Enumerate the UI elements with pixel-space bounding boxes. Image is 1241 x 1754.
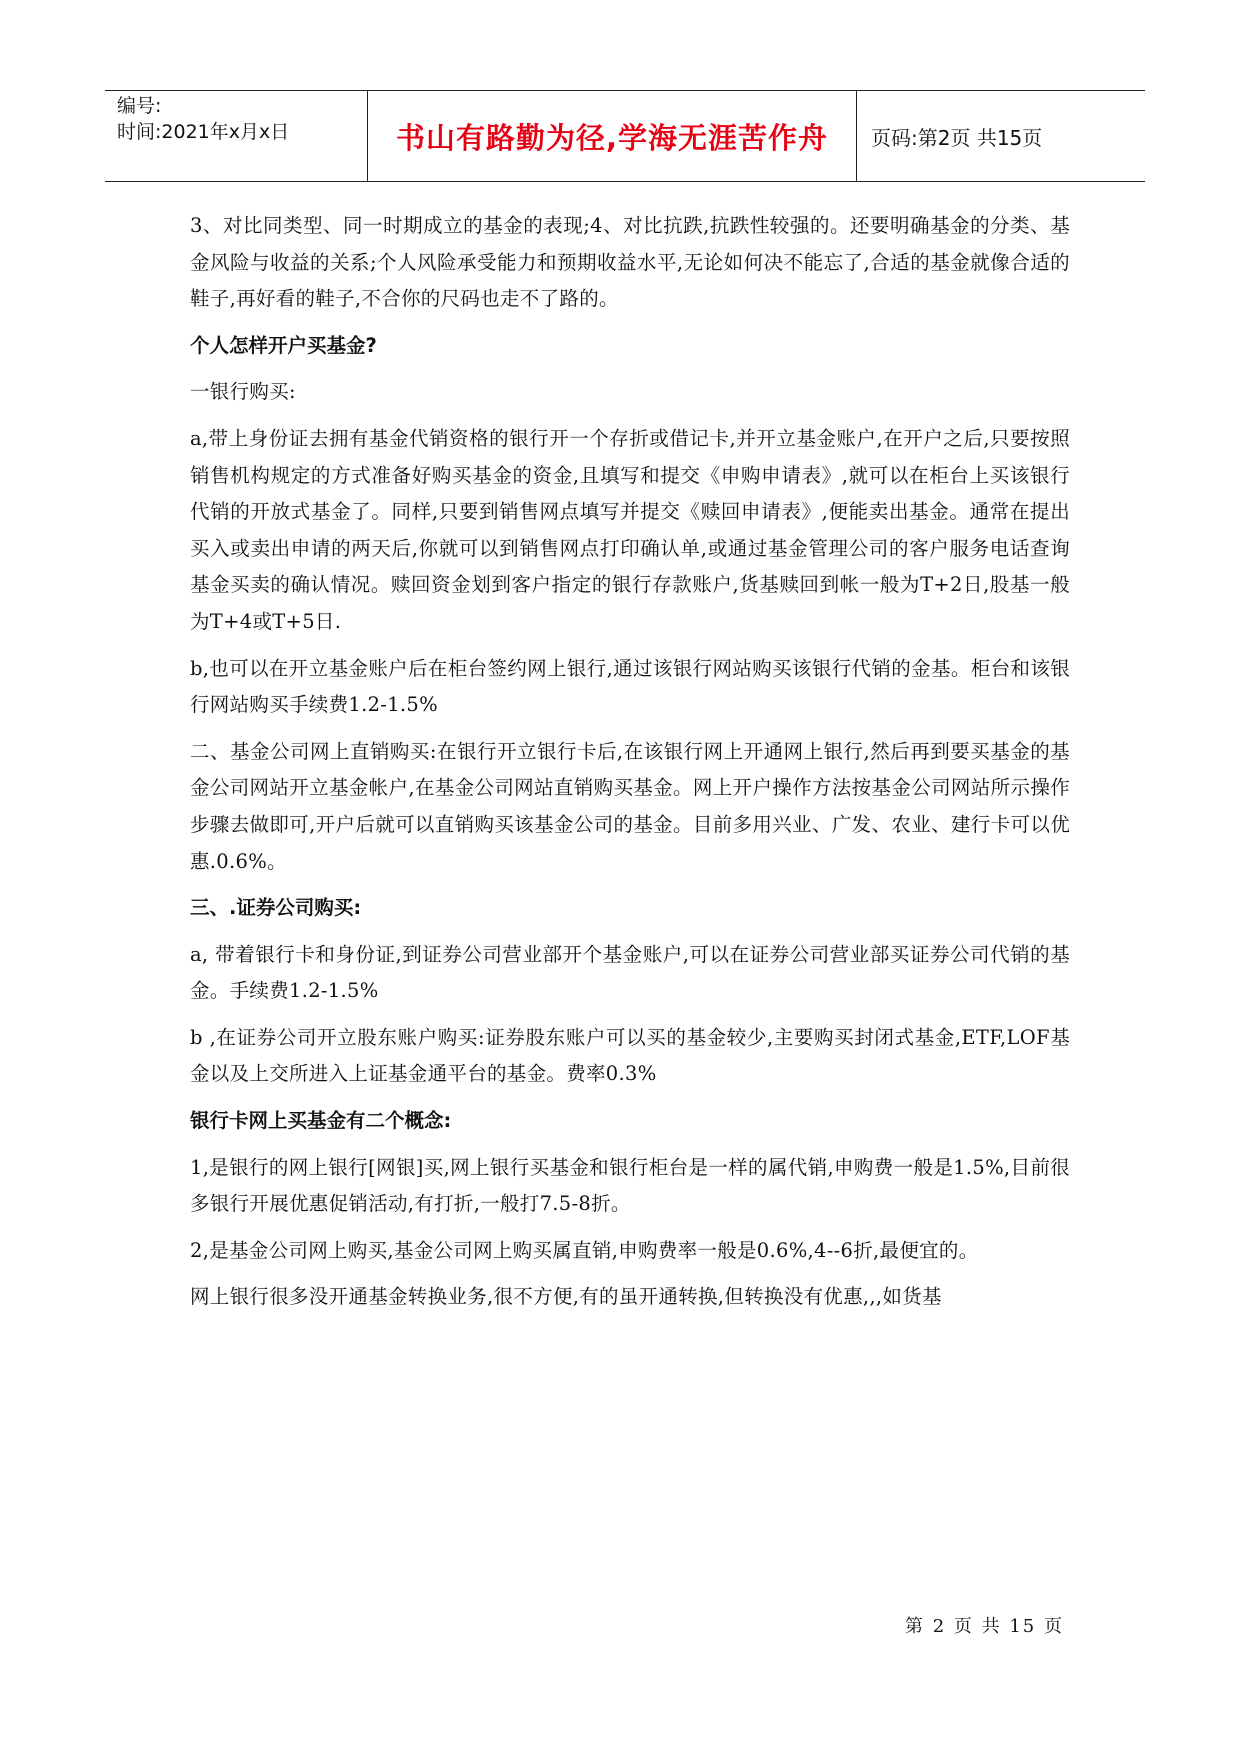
paragraph-online-bank-note: 网上银行很多没开通基金转换业务,很不方便,有的虽开通转换,但转换没有优惠,,,如货基 [190, 1285, 942, 1309]
paragraph-bank-purchase-title: 一银行购买: [190, 380, 296, 404]
header-page-info: 页码:第2页 共15页 [871, 125, 1043, 150]
page-footer: 第 2 页 共 15 页 [905, 1616, 1064, 1637]
header-motto-cell [368, 91, 857, 181]
heading-securities-purchase: 三、.证券公司购买: [190, 896, 362, 920]
document-body [190, 208, 1070, 1326]
document-header [105, 90, 1145, 182]
paragraph-bank-counter: a,带上身份证去拥有基金代销资格的银行开一个存折或借记卡,并开立基金账户,在开户之后,只要按照销售机构规定的方式准备好购买基金的资金,且填写和提交《申购申请表》,就可以在柜台上买该银行代销的开放式基金了。同样,只要到销售网点填写并提交《赎回申请表》,便能卖出基金。通常在提出买入或卖出申请的两天后,你就可以到销售网点打印确认单,或通过基金管理公司的客户服务电话查询基金买卖的确认情况。赎回资金划到客户指定的银行存款账户,货基赎回到帐一般为T+2日,股基一般为T+4或T+5日. [190, 426, 1070, 633]
paragraph-bank-online: b,也可以在开立基金账户后在柜台签约网上银行,通过该银行网站购买该银行代销的金基。柜台和该银行网站购买手续费1.2-1.5% [190, 656, 1070, 717]
heading-how-to-open-account: 个人怎样开户买基金? [190, 333, 377, 357]
paragraph-securities-a: a, 带着银行卡和身份证,到证券公司营业部开个基金账户,可以在证券公司营业部买证券公司代销的基金。手续费1.2-1.5% [190, 942, 1070, 1003]
header-page-cell [857, 91, 1145, 181]
header-motto: 书山有路勤为径,学海无涯苦作舟 [395, 120, 829, 155]
document-number-label: 编号: [117, 95, 162, 117]
paragraph-concept-2: 2,是基金公司网上购买,基金公司网上购买属直销,申购费率一般是0.6%,4--6折,最便宜的。 [190, 1238, 979, 1262]
paragraph-concept-1: 1,是银行的网上银行[网银]买,网上银行买基金和银行柜台是一样的属代销,申购费一般是1.5%,目前很多银行开展优惠促销活动,有打折,一般打7.5-8折。 [190, 1155, 1070, 1216]
paragraph-fund-comparison: 3、对比同类型、同一时期成立的基金的表现;4、对比抗跌,抗跌性较强的。还要明确基金的分类、基金风险与收益的关系;个人风险承受能力和预期收益水平,无论如何决不能忘了,合适的基金就像合适的鞋子,再好看的鞋子,不合你的尺码也走不了路的。 [190, 214, 1070, 311]
heading-two-concepts: 银行卡网上买基金有二个概念: [190, 1109, 452, 1133]
header-left-cell [105, 91, 368, 181]
document-time-label: 时间:2021年x月x日 [117, 121, 290, 143]
paragraph-securities-b: b ,在证券公司开立股东账户购买:证券股东账户可以买的基金较少,主要购买封闭式基金,ETF,LOF基金以及上交所进入上证基金通平台的基金。费率0.3% [190, 1025, 1070, 1086]
paragraph-fund-company-direct: 二、基金公司网上直销购买:在银行开立银行卡后,在该银行网上开通网上银行,然后再到要买基金的基金公司网站开立基金帐户,在基金公司网站直销购买基金。网上开户操作方法按基金公司网站所示操作步骤去做即可,开户后就可以直销购买该基金公司的基金。目前多用兴业、广发、农业、建行卡可以优惠.0.6%。 [190, 739, 1070, 873]
